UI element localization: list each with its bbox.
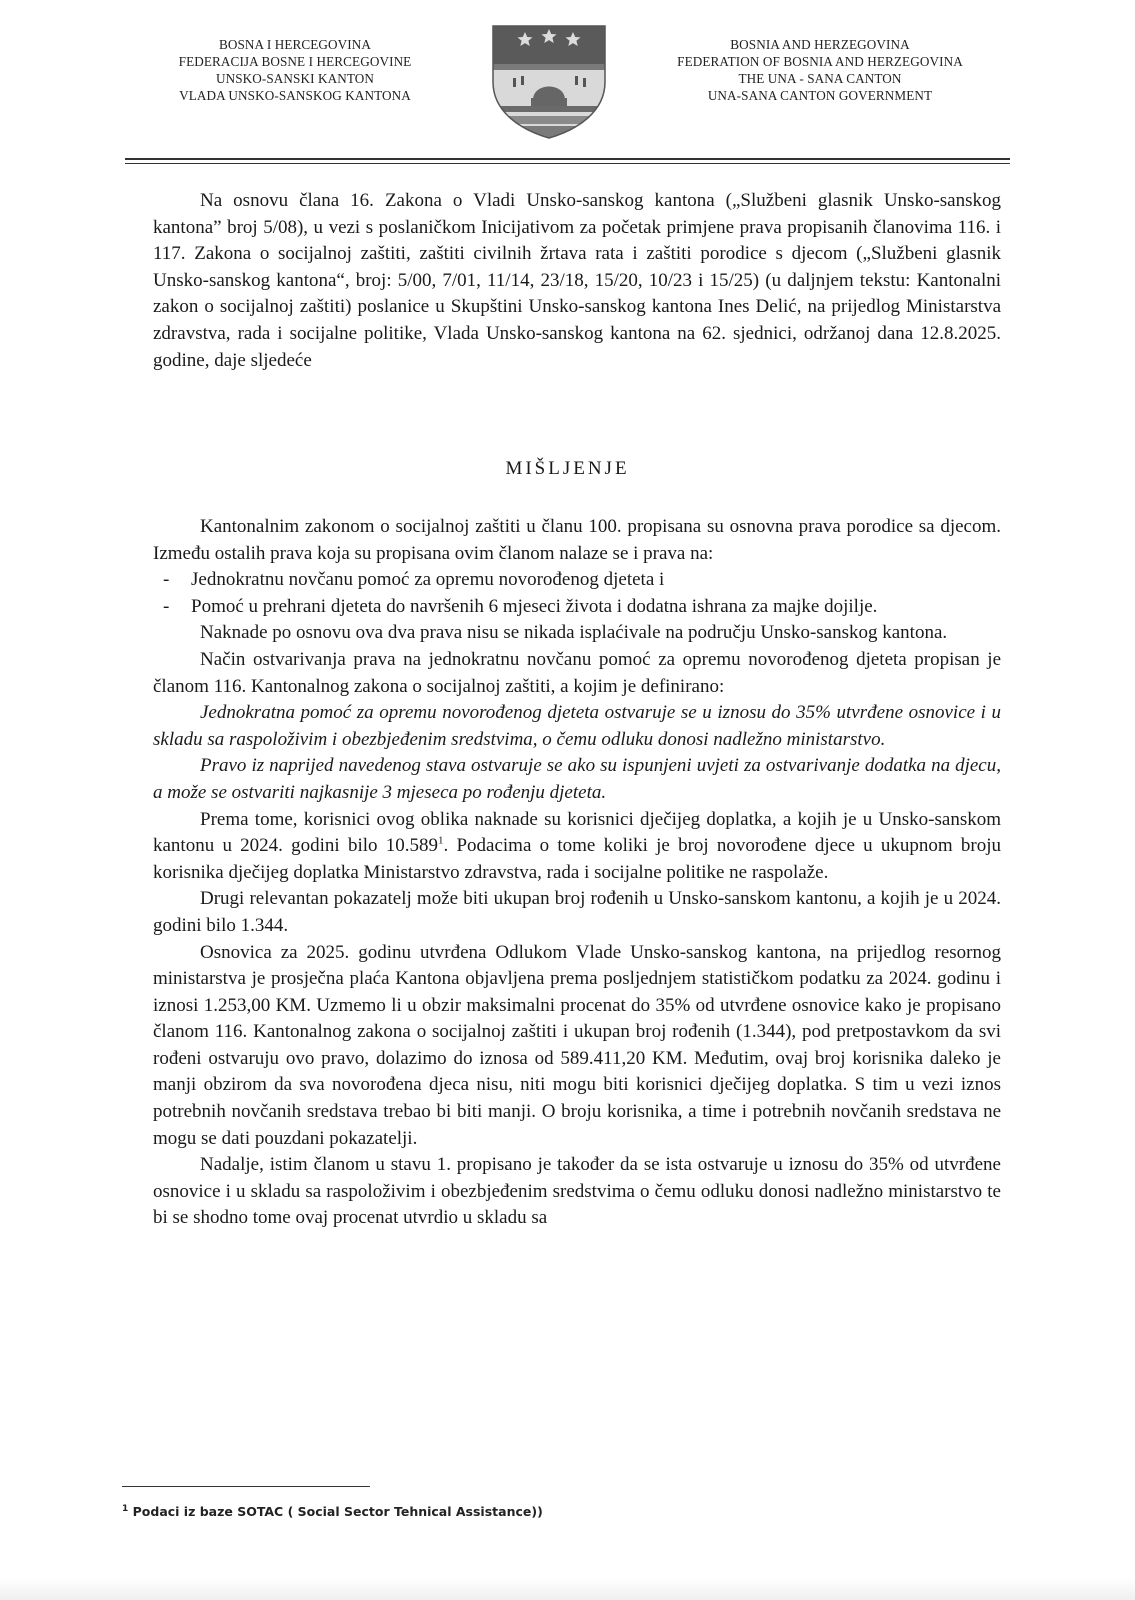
body-paragraph-6: Osnovica za 2025. godinu utvrđena Odlukom Vlade Unsko-sanskog kantona, na prijedlog resornog ministarstva je prosječna plaća Kantona objavljena prema posljednjem statističkom podatku za 2024. godinu i iznosi 1.253,00 KM. Uzmemo li u obzir maksimalni procenat do 35% od utvrđene osnovice kako je propisano članom 116. Kantonalnog zakona o socijalnoj zaštiti i ukupan broj rođenih (1.344), pod pretpostavkom da svi rođeni ostvaruju ovo pravo, dolazimo do iznosa od 589.411,20 KM. Međutim, ovaj broj korisnika daleko je manji obzirom da sva novorođena djeca nisu, niti mogu biti korisnici dječijeg doplatka. S tim u vezi iznos potrebnih novčanih sredstava trebao bi biti manji. O broju korisnika, a time i potrebnih novčanih sredstava ne mogu se dati pouzdani pokazatelji. <box>153 941 1001 1149</box>
header-left-line: BOSNA I HERCEGOVINA <box>218 37 372 52</box>
document-title: MIŠLJENJE <box>505 458 630 479</box>
list-item-text: Jednokratnu novčanu pomoć za opremu novorođenog djeteta i <box>191 569 665 591</box>
footnote-text: Podaci iz baze SOTAC ( Social Sector Tehnical Assistance)) <box>128 1504 543 1519</box>
main-body <box>153 514 1001 1232</box>
scan-bottom-edge <box>0 1578 1135 1600</box>
list-dash: - <box>163 595 170 617</box>
footnote-mark: 1 <box>122 1503 129 1514</box>
list-dash: - <box>163 569 170 591</box>
header-left-line: UNSKO-SANSKI KANTON <box>215 71 375 86</box>
body-paragraph-4-part-a: Prema tome, korisnici ovog oblika naknade su korisnici dječijeg doplatka, a kojih je u Unsko-sanskom kantonu u 2024. godini bilo 10.589 <box>153 808 1001 857</box>
header-right-block <box>650 36 990 104</box>
header-left-block <box>140 36 450 104</box>
intro-paragraph: Na osnovu člana 16. Zakona o Vladi Unsko-sanskog kantona („Službeni glasnik Unsko-sanskog kantona” broj 5/08), u vezi s poslaničkom Inicijativom za početak primjene prava propisanih članovima 116. i 117. Zakona o socijalnoj zaštiti, zaštiti civilnih žrtava rata i zaštiti porodice s djecom („Službeni glasnik Unsko-sanskog kantona“, broj: 5/00, 7/01, 11/14, 23/18, 15/20, 10/23 i 15/25) (u daljnjem tekstu: Kantonalni zakon o socijalnoj zaštiti) poslanice u Skupštini Unsko-sanskog kantona Ines Delić, na prijedlog Ministarstva zdravstva, rada i socijalne politike, Vlada Unsko-sanskog kantona na 62. sjednici, održanoj dana 12.8.2025. godine, daje sljedeće <box>153 190 1001 371</box>
body-paragraph-3: Način ostvarivanja prava na jednokratnu novčanu pomoć za opremu novorođenog djeteta propisan je članom 116. Kantonalnog zakona o socijalnoj zaštiti, a kojim je definirano: <box>153 648 1001 697</box>
header-divider <box>125 158 1010 160</box>
header-right-line: UNA-SANA CANTON GOVERNMENT <box>707 88 933 103</box>
quote-paragraph-1: Jednokratna pomoć za opremu novorođenog djeteta ostvaruje se u iznosu do 35% utvrđene osnovice i u skladu sa raspoloživim i obezbjeđenim sredstvima, o čemu odluku donosi nadležno ministarstvo. <box>153 702 1001 750</box>
body-paragraph-2: Naknade po osnovu ova dva prava nisu se nikada isplaćivale na području Unsko-sanskog kantona. <box>200 622 948 644</box>
header-divider-thin <box>125 163 1010 164</box>
intro-section <box>153 188 1001 374</box>
body-paragraph-7: Nadalje, istim članom u stavu 1. propisano je također da se ista ostvaruje u iznosu do 35% od utvrđene osnovice i u skladu sa raspoloživim i obezbjeđenim sredstvima o čemu odluku donosi nadležno ministarstvo te bi se shodno tome ovaj procenat utvrdio u skladu sa <box>153 1154 1001 1229</box>
footnote-reference: 1 <box>437 834 444 847</box>
list-item <box>153 594 1001 621</box>
header-right-line: THE UNA - SANA CANTON <box>738 71 902 86</box>
footnote-divider <box>122 1486 370 1487</box>
header-left-line: FEDERACIJA BOSNE I HERCEGOVINE <box>178 54 412 69</box>
header-right-line: FEDERATION OF BOSNIA AND HERZEGOVINA <box>677 54 963 69</box>
list-item-text: Pomoć u prehrani djeteta do navršenih 6 mjeseci života i dodatna ishrana za majke dojilje. <box>191 595 878 617</box>
header-right-line: BOSNIA AND HERZEGOVINA <box>730 37 910 52</box>
body-paragraph-5: Drugi relevantan pokazatelj može biti ukupan broj rođenih u Unsko-sanskom kantonu, a kojih je u 2024. godini bilo 1.344. <box>153 888 1001 936</box>
list-item <box>153 567 1001 594</box>
body-paragraph-1: Kantonalnim zakonom o socijalnoj zaštiti u članu 100. propisana su osnovna prava porodice sa djecom. Između ostalih prava koja su propisana ovim članom nalaze se i prava na: <box>153 516 1001 564</box>
body-paragraph-4 <box>153 807 1001 887</box>
footnote <box>122 1504 543 1519</box>
body-paragraph-4-part-b: . Podacima o tome koliki je broj novorođene djece u ukupnom broju korisnika dječijeg doplatka Ministarstvo zdravstva, rada i socijalne politike ne raspolaže. <box>153 835 1001 883</box>
coat-of-arms-icon <box>489 20 609 140</box>
quote-paragraph-2: Pravo iz naprijed navedenog stava ostvaruje se ako su ispunjeni uvjeti za ostvarivanje dodatka na djecu, a može se ostvariti najkasnije 3 mjeseca po rođenju djeteta. <box>153 755 1001 803</box>
header-left-line: VLADA UNSKO-SANSKOG KANTONA <box>179 88 411 103</box>
